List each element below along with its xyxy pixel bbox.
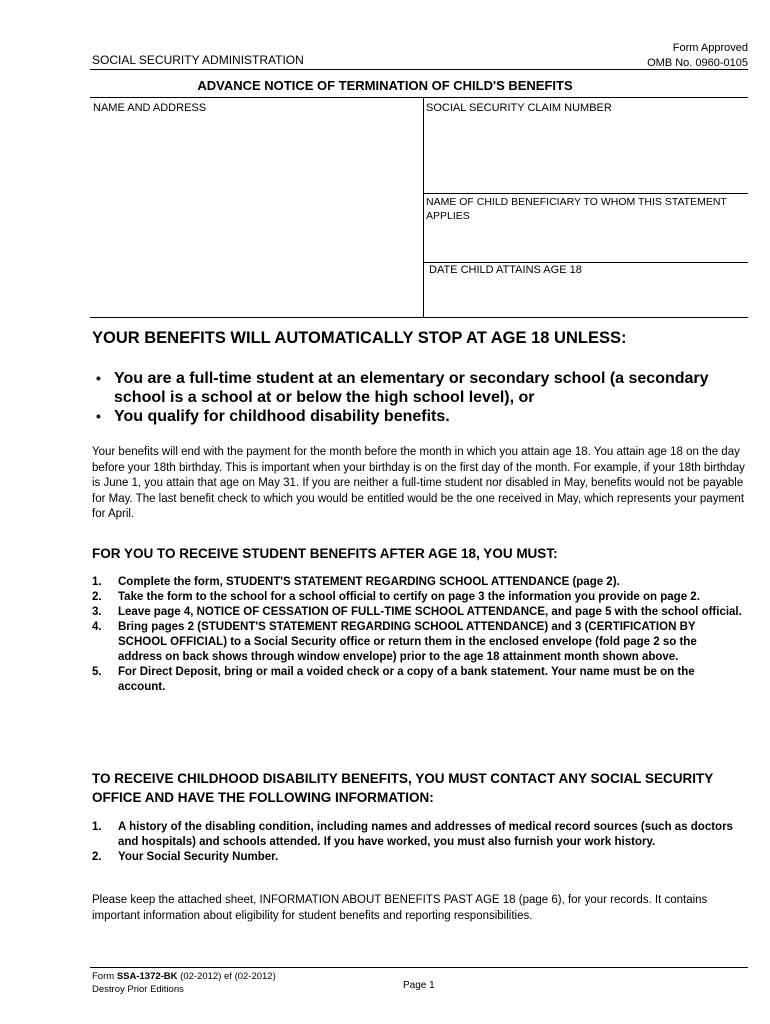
disability-step: 1. A history of the disabling condition, including names and addresses of medical record sources (such as doctors and hospitals) and schools attended. If you have worked, you must also furnish your work history.	[92, 821, 733, 848]
form-dates: (02-2012) ef (02-2012)	[180, 971, 276, 982]
disability-section-heading: TO RECEIVE CHILDHOOD DISABILITY BENEFITS, YOU MUST CONTACT ANY SOCIAL SECURITY OFFICE AND HAVE THE FOLLOWING INFORMATION:	[92, 771, 714, 805]
condition-student: • You are a full-time student at an elementary or secondary school (a secondary school is a school at or below the high school level), or	[96, 369, 736, 407]
conditions-list	[96, 369, 736, 426]
field-divider	[423, 97, 424, 317]
agency-name: SOCIAL SECURITY ADMINISTRATION	[92, 53, 304, 67]
child-beneficiary-label: NAME OF CHILD BENEFICIARY TO WHOM THIS STATEMENT APPLIES	[426, 196, 727, 222]
disability-step: 2. Your Social Security Number.	[92, 851, 279, 863]
student-step: 2. Take the form to the school for a school official to certify on page 3 the information you provide on page 2.	[92, 591, 700, 603]
omb-number: OMB No. 0960-0105	[647, 57, 748, 69]
closing-paragraph: Please keep the attached sheet, INFORMATION ABOUT BENEFITS PAST AGE 18 (page 6), for your records. It contains important information about eligibility for student benefits and reporting responsibilities.	[92, 894, 708, 922]
title-rule	[90, 97, 748, 98]
form-title: ADVANCE NOTICE OF TERMINATION OF CHILD'S BENEFITS	[197, 78, 573, 93]
student-step: 5. For Direct Deposit, bring or mail a voided check or a copy of a bank statement. Your name must be on the account.	[92, 666, 695, 693]
footer-rule	[90, 967, 748, 968]
page-number: Page 1	[403, 980, 435, 991]
claim-number-label: SOCIAL SECURITY CLAIM NUMBER	[426, 102, 612, 114]
form-id: SSA-1372-BK	[116, 971, 178, 982]
form-prefix: Form	[92, 971, 115, 982]
student-steps-list	[92, 575, 742, 695]
disability-steps-list	[92, 820, 742, 865]
condition-disability: • You qualify for childhood disability benefits.	[96, 407, 736, 426]
header-rule	[90, 69, 748, 70]
claim-number-rule	[423, 193, 748, 194]
student-step: 1. Complete the form, STUDENT'S STATEMENT REGARDING SCHOOL ATTENDANCE (page 2).	[92, 576, 620, 588]
student-section-heading: FOR YOU TO RECEIVE STUDENT BENEFITS AFTER AGE 18, YOU MUST:	[92, 546, 558, 561]
form-approval	[647, 41, 748, 71]
intro-paragraph: Your benefits will end with the payment for the month before the month in which you attain age 18. You attain age 18 on the day before your 18th birthday. This is important when your birthday is on the first day of the month. For example, if your 18th birthday is June 1, you attain that age on May 31. If you are neither a full-time student nor disabled in May, benefits would not be payable for May. The last benefit check to which you would be entitled would be the one received in May, which represents your payment for April.	[92, 446, 745, 520]
destroy-notice: Destroy Prior Editions	[92, 984, 184, 995]
main-heading: YOUR BENEFITS WILL AUTOMATICALLY STOP AT AGE 18 UNLESS:	[92, 329, 627, 347]
child-beneficiary-rule	[423, 262, 748, 263]
student-step: 3. Leave page 4, NOTICE OF CESSATION OF FULL-TIME SCHOOL ATTENDANCE, and page 5 with the school official.	[92, 606, 742, 618]
fields-bottom-rule	[90, 317, 748, 318]
student-step: 4. Bring pages 2 (STUDENT'S STATEMENT REGARDING SCHOOL ATTENDANCE) and 3 (CERTIFICATION BY SCHOOL OFFICIAL) to a Social Security office or return them in the enclosed envelope (fold page 2 so the address on back shows through window envelope) prior to the age 18 attainment month shown above.	[92, 621, 697, 663]
age-18-date-label: DATE CHILD ATTAINS AGE 18	[429, 264, 582, 276]
form-id-block	[92, 970, 276, 996]
name-address-label: NAME AND ADDRESS	[93, 102, 207, 114]
form-approved-label: Form Approved	[672, 42, 748, 54]
